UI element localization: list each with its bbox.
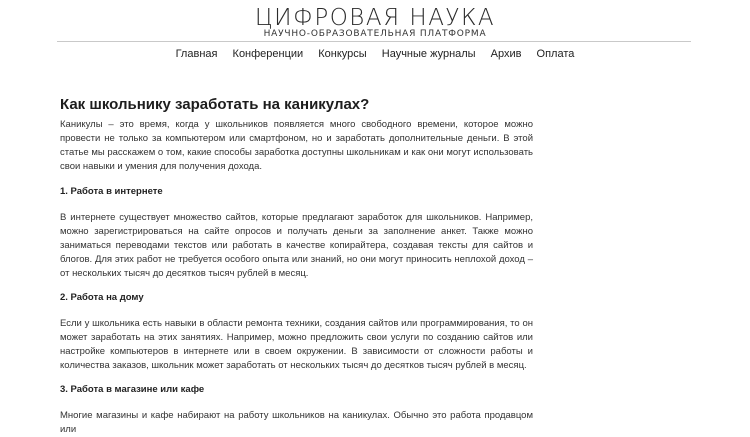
site-logo-subtitle: НАУЧНО-ОБРАЗОВАТЕЛЬНАЯ ПЛАТФОРМА: [263, 29, 487, 39]
nav-item-contests[interactable]: Конкурсы: [318, 48, 367, 60]
article: [60, 96, 533, 435]
section-heading: 1. Работа в интернете: [60, 186, 163, 197]
section-text: В интернете существует множество сайтов, которые предлагают заработок для школьников. Например, можно зарегистрироваться на сайте опросов и получать деньги за заполнение анкет. Также можно заниматься переводами текстов или работать в качестве копирайтера, создавая тексты для сайтов и блогов. Для этих работ не требуется особого опыта или знаний, но они могут приносить неплохой доход – от нескольких тысяч до десятков тысяч рублей в месяц.: [60, 212, 533, 279]
nav-item-journals[interactable]: Научные журналы: [381, 48, 476, 60]
article-intro: Каникулы – это время, когда у школьников появляется много свободного времени, которое можно провести не только за компьютером или смартфоном, но и заработать дополнительные деньги. В этой статье мы расскажем о том, какие способы заработка доступны школьникам и как они могут использовать свои навыки и умения для получения дохода.: [60, 119, 533, 172]
section-text: Если у школьника есть навыки в области ремонта техники, создания сайтов или программирования, то он может заработать на этих занятиях. Например, можно предложить свои услуги по созданию сайтов или настройке компьютеров в интернете или в своем окружении. В зависимости от сложности работы и количества заказов, школьник может заработать от нескольких тысяч до десятков тысяч рублей в месяц.: [60, 318, 533, 371]
section-heading: 3. Работа в магазине или кафе: [60, 384, 205, 395]
nav-item-conferences[interactable]: Конференции: [232, 48, 304, 60]
nav-item-payment[interactable]: Оплата: [536, 48, 575, 60]
site-logo-title[interactable]: ЦИФРОВАЯ НАУКА: [254, 5, 496, 31]
article-title: Как школьнику заработать на каникулах?: [60, 96, 370, 113]
section-text: Многие магазины и кафе набирают на работу школьников на каникулах. Обычно это работа продавцом или: [60, 410, 533, 435]
header-divider: [57, 41, 691, 42]
site-header: [0, 0, 750, 44]
section-heading: 2. Работа на дому: [60, 292, 144, 303]
nav-item-archive[interactable]: Архив: [490, 48, 522, 60]
nav-item-home[interactable]: Главная: [175, 48, 218, 60]
main-nav: [0, 48, 750, 60]
